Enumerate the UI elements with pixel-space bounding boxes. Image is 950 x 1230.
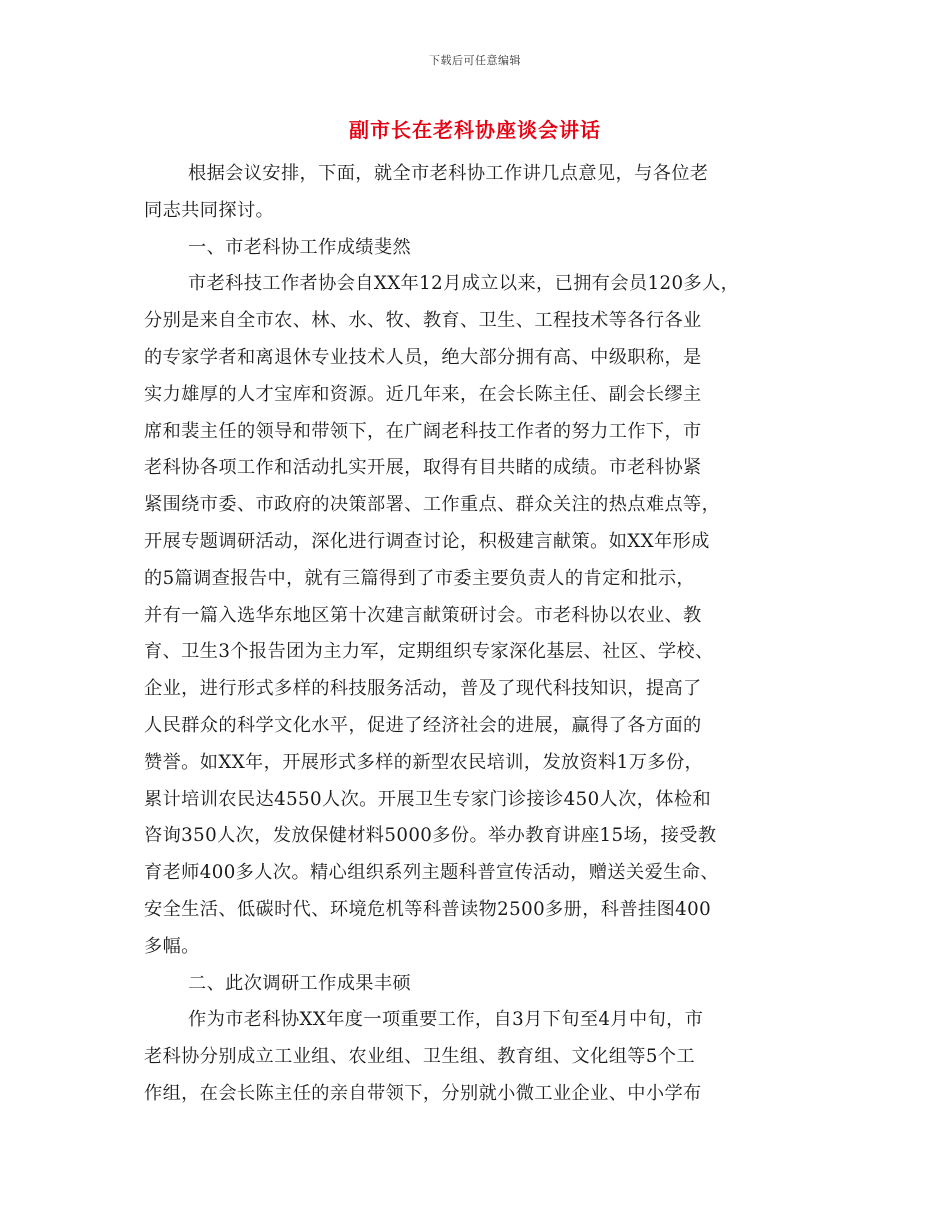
text-line: 开展专题调研活动，深化进行调查讨论，积极建言献策。如XX年形成 bbox=[144, 530, 710, 552]
text-line: 老科协分别成立工业组、农业组、卫生组、教育组、文化组等5个工 bbox=[144, 1046, 696, 1068]
text-line: 累计培训农民达4550人次。开展卫生专家门诊接诊450人次，体检和 bbox=[144, 788, 712, 810]
text-line: 席和裴主任的领导和带领下，在广阔老科技工作者的努力工作下，市 bbox=[144, 420, 702, 442]
document-title: 副市长在老科协座谈会讲话 bbox=[349, 118, 601, 142]
document-body bbox=[144, 156, 834, 1113]
text-line: 作为市老科协XX年度一项重要工作，自3月下旬至4月中旬，市 bbox=[188, 1009, 704, 1031]
text-line: 作组，在会长陈主任的亲自带领下，分别就小微工业企业、中小学布 bbox=[144, 1082, 702, 1104]
text-line: 市老科技工作者协会自XX年12月成立以来，已拥有会员120多人， bbox=[188, 273, 740, 295]
text-line: 多幅。 bbox=[144, 935, 200, 957]
text-line: 并有一篇入选华东地区第十次建言献策研讨会。市老科协以农业、教 bbox=[144, 604, 702, 626]
text-line: 分别是来自全市农、林、水、牧、教育、卫生、工程技术等各行各业 bbox=[144, 310, 702, 332]
text-line: 企业，进行形式多样的科技服务活动，普及了现代科技知识，提高了 bbox=[144, 678, 702, 700]
text-line: 育、卫生3个报告团为主力军，定期组织专家深化基层、社区、学校、 bbox=[144, 641, 714, 663]
text-line: 老科协各项工作和活动扎实开展，取得有目共睹的成绩。市老科协紧 bbox=[144, 457, 702, 479]
page-header-note: 下载后可任意编辑 bbox=[429, 54, 521, 67]
text-line: 紧围绕市委、市政府的决策部署、工作重点、群众关注的热点难点等， bbox=[144, 494, 721, 516]
text-line: 赞誉。如XX年，开展形式多样的新型农民培训，发放资料1万多份， bbox=[144, 751, 704, 773]
text-line: 二、此次调研工作成果丰硕 bbox=[188, 972, 412, 994]
text-line: 一、市老科协工作成绩斐然 bbox=[188, 236, 412, 258]
text-line: 安全生活、低碳时代、环境危机等科普读物2500多册，科普挂图400 bbox=[144, 898, 712, 920]
text-line: 实力雄厚的人才宝库和资源。近几年来，在会长陈主任、副会长缪主 bbox=[144, 383, 702, 405]
text-line: 育老师400多人次。精心组织系列主题科普宣传活动，赠送关爱生命、 bbox=[144, 862, 719, 884]
text-line: 的5篇调查报告中，就有三篇得到了市委主要负责人的肯定和批示， bbox=[144, 567, 696, 589]
text-line: 的专家学者和离退休专业技术人员，绝大部分拥有高、中级职称，是 bbox=[144, 346, 702, 368]
text-line: 咨询350人次，发放保健材料5000多份。举办教育讲座15场，接受教 bbox=[144, 825, 717, 847]
text-line: 同志共同探讨。 bbox=[144, 199, 275, 221]
text-line: 人民群众的科学文化水平，促进了经济社会的进展，赢得了各方面的 bbox=[144, 714, 702, 736]
text-line: 根据会议安排，下面，就全市老科协工作讲几点意见，与各位老 bbox=[188, 163, 709, 184]
